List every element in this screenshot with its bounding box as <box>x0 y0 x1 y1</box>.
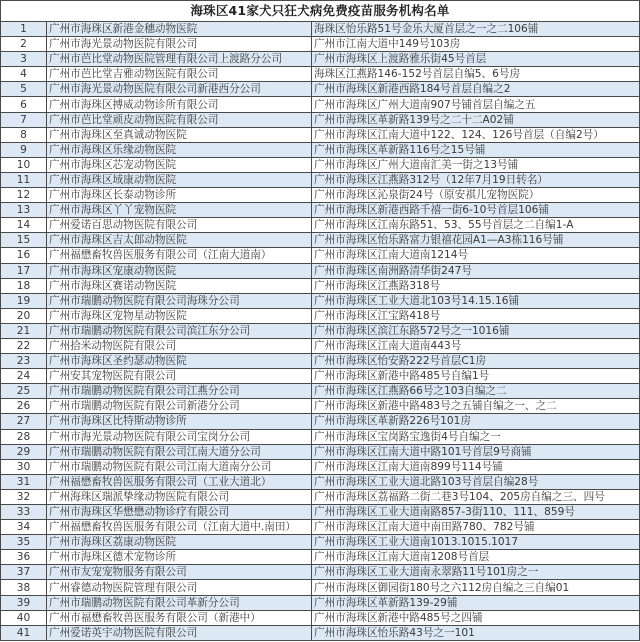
row-number: 20 <box>1 308 47 323</box>
row-number: 5 <box>1 82 47 97</box>
clinic-name: 广州市友宠宠物服务有限公司 <box>47 565 312 580</box>
clinic-name: 广州市海珠区德术宠物诊所 <box>47 550 312 565</box>
clinic-name: 广州市海光景动物医院有限公司新港西分公司 <box>47 82 312 97</box>
clinic-name: 广州市瑞鹏动物医院有限公司江南大道分公司 <box>47 444 312 459</box>
clinic-address: 广州市海珠区广州大道南汇美一街之13号铺 <box>312 157 640 172</box>
clinic-address: 广州市海珠区江南大道中122、124、126号首层（自编2号） <box>312 127 640 142</box>
clinic-address: 广州市海珠区工业大道南1013.1015.1017 <box>312 535 640 550</box>
table-row <box>1 293 639 308</box>
table-row <box>1 354 639 369</box>
clinic-name: 广州市海珠区域康动物医院 <box>47 172 312 187</box>
table-row <box>1 82 639 97</box>
clinic-address: 广州市海珠区江宝路418号 <box>312 308 640 323</box>
table-row <box>1 67 639 82</box>
table-row <box>1 520 639 535</box>
table-row <box>1 142 639 157</box>
clinic-name: 广州海珠区瑞派挚缘动物医院有限公司 <box>47 489 312 504</box>
row-number: 8 <box>1 127 47 142</box>
table-row <box>1 610 639 625</box>
table-row <box>1 52 639 67</box>
clinic-address: 广州市海珠区工业大道北路103号首层自编28号 <box>312 474 640 489</box>
clinic-address: 广州市海珠区江南大道南443号 <box>312 338 640 353</box>
clinic-address: 广州市海珠区新港中路485号之四铺 <box>312 610 640 625</box>
clinic-table <box>1 22 639 641</box>
table-row <box>1 399 639 414</box>
clinic-address: 广州市海珠区新港中路483号之五铺自编之一、之二 <box>312 399 640 414</box>
row-number: 19 <box>1 293 47 308</box>
table-row <box>1 323 639 338</box>
clinic-name: 广州睿德动物医院管理有限公司 <box>47 580 312 595</box>
clinic-address: 广州市海珠区南洲路清华街247号 <box>312 263 640 278</box>
row-number: 31 <box>1 474 47 489</box>
row-number: 17 <box>1 263 47 278</box>
table-row <box>1 233 639 248</box>
table-row <box>1 474 639 489</box>
row-number: 24 <box>1 369 47 384</box>
table-row <box>1 203 639 218</box>
row-number: 36 <box>1 550 47 565</box>
clinic-address: 广州市江南大道中149号103房 <box>312 37 640 52</box>
clinic-address: 广州市海珠区革新路139-29铺 <box>312 595 640 610</box>
clinic-name: 广州市海珠区至真诚动物医院 <box>47 127 312 142</box>
clinic-address: 广州市海珠区荔福路二街二巷3号104、205房自编之三、四号 <box>312 489 640 504</box>
row-number: 39 <box>1 595 47 610</box>
row-number: 26 <box>1 399 47 414</box>
clinic-name: 广州市海光景动物医院有限公司 <box>47 37 312 52</box>
table-row <box>1 414 639 429</box>
row-number: 30 <box>1 459 47 474</box>
row-number: 41 <box>1 625 47 640</box>
row-number: 13 <box>1 203 47 218</box>
row-number: 35 <box>1 535 47 550</box>
row-number: 25 <box>1 384 47 399</box>
clinic-name: 广州市海珠区乐缘动物医院 <box>47 142 312 157</box>
clinic-address: 广州市海珠区江燕路318号 <box>312 278 640 293</box>
clinic-name: 广州市海珠区宠物星动物医院 <box>47 308 312 323</box>
table-row <box>1 308 639 323</box>
clinic-address: 广州市海珠区上渡路雅乐街45号首层 <box>312 52 640 67</box>
row-number: 9 <box>1 142 47 157</box>
clinic-name: 广州拾米动物医院有限公司 <box>47 338 312 353</box>
clinic-name: 广州市海珠区搏威动物诊所有限公司 <box>47 97 312 112</box>
table-row <box>1 429 639 444</box>
clinic-name: 广州爱诺百思动物医院有限公司 <box>47 218 312 233</box>
clinic-address: 广州市海珠区革新路116号之15号铺 <box>312 142 640 157</box>
row-number: 27 <box>1 414 47 429</box>
clinic-name: 广州安其宠物医院有限公司 <box>47 369 312 384</box>
clinic-name: 广州市芭比堂顽皮动物医院有限公司 <box>47 112 312 127</box>
clinic-name: 广州市海珠区长泰动物诊所 <box>47 188 312 203</box>
clinic-name: 广州市瑞鹏动物医院有限公司江南大道南分公司 <box>47 459 312 474</box>
clinic-address: 广州市海珠区革新路226号101房 <box>312 414 640 429</box>
row-number: 23 <box>1 354 47 369</box>
table-row <box>1 278 639 293</box>
clinic-name: 广州爱诺英宇动物医院有限公司 <box>47 625 312 640</box>
clinic-address: 海珠区怡乐路51号金乐大厦首层之一之二106铺 <box>312 22 640 37</box>
row-number: 10 <box>1 157 47 172</box>
row-number: 7 <box>1 112 47 127</box>
table-row <box>1 97 639 112</box>
table-row <box>1 550 639 565</box>
clinic-name: 广州市海珠区丫丫宠物医院 <box>47 203 312 218</box>
row-number: 37 <box>1 565 47 580</box>
table-row <box>1 535 639 550</box>
table-row <box>1 625 639 640</box>
clinic-address: 广州市海珠区沁泉街24号（原安祺儿宠物医院） <box>312 188 640 203</box>
clinic-address: 广州市海珠区广州大道南907号铺首层自编之五 <box>312 97 640 112</box>
row-number: 12 <box>1 188 47 203</box>
clinic-name: 广州市海珠区芯宠动物医院 <box>47 157 312 172</box>
table-row <box>1 565 639 580</box>
clinic-name: 广州市瑞鹏动物医院有限公司江燕分公司 <box>47 384 312 399</box>
row-number: 18 <box>1 278 47 293</box>
clinic-name: 广州市瑞鹏动物医院有限公司革新分公司 <box>47 595 312 610</box>
clinic-name: 广州市海珠区华懋懋动物诊疗有限公司 <box>47 505 312 520</box>
table-row <box>1 248 639 263</box>
row-number: 29 <box>1 444 47 459</box>
table-row <box>1 489 639 504</box>
clinic-name: 广州市海珠区圣约瑟动物医院 <box>47 354 312 369</box>
row-number: 3 <box>1 52 47 67</box>
clinic-address: 广州市海珠区新港西路184号首层自编之2 <box>312 82 640 97</box>
clinic-address: 广州市海珠区江燕路66号之103自编之二 <box>312 384 640 399</box>
row-number: 34 <box>1 520 47 535</box>
table-row <box>1 595 639 610</box>
row-number: 33 <box>1 505 47 520</box>
row-number: 11 <box>1 172 47 187</box>
row-number: 28 <box>1 429 47 444</box>
clinic-address: 广州市海珠区革新路139号之二十二A02铺 <box>312 112 640 127</box>
table-row <box>1 22 639 37</box>
table-row <box>1 580 639 595</box>
row-number: 32 <box>1 489 47 504</box>
clinic-name: 广州市福懋畜牧兽医服务有限公司（新港中） <box>47 610 312 625</box>
clinic-address: 广州市海珠区新港中路485号自编1号 <box>312 369 640 384</box>
row-number: 21 <box>1 323 47 338</box>
row-number: 16 <box>1 248 47 263</box>
clinic-name: 广州市海珠区比特斯动物诊所 <box>47 414 312 429</box>
table-row <box>1 188 639 203</box>
table-row <box>1 384 639 399</box>
clinic-address: 广州市海珠区江南大道南899号114号铺 <box>312 459 640 474</box>
clinic-name: 广州福懋畜牧兽医服务有限公司（江南大道南） <box>47 248 312 263</box>
table-title: 海珠区41家犬只狂犬病免费疫苗服务机构名单 <box>1 0 639 22</box>
table-row <box>1 127 639 142</box>
table-row <box>1 369 639 384</box>
clinic-name: 广州市海珠区吉太郎动物医院 <box>47 233 312 248</box>
clinic-name: 广州市海珠区荔康动物医院 <box>47 535 312 550</box>
table-row <box>1 444 639 459</box>
clinic-name: 广州市海光景动物医院有限公司宝岗分公司 <box>47 429 312 444</box>
table-body <box>1 22 639 640</box>
row-number: 22 <box>1 338 47 353</box>
clinic-name: 广州市瑞鹏动物医院有限公司新港分公司 <box>47 399 312 414</box>
clinic-address: 广州市海珠区江南东路51、53、55号首层之二自编1-A <box>312 218 640 233</box>
table-row <box>1 112 639 127</box>
row-number: 1 <box>1 22 47 37</box>
clinic-name: 广州市瑞鹏动物医院有限公司滨江东分公司 <box>47 323 312 338</box>
clinic-address: 海珠区江燕路146-152号首层自编5、6号房 <box>312 67 640 82</box>
clinic-address: 广州市海珠区江南大道中南田路780、782号铺 <box>312 520 640 535</box>
clinic-address: 广州市海珠区江燕路312号（12年7月19日转名） <box>312 172 640 187</box>
clinic-address: 广州市海珠区怡乐路富力银禧花园A1—A3栋116号铺 <box>312 233 640 248</box>
clinic-address: 广州市海珠区怡安路222号首层C1房 <box>312 354 640 369</box>
row-number: 4 <box>1 67 47 82</box>
table-row <box>1 505 639 520</box>
clinic-address: 广州市海珠区江南大道南1214号 <box>312 248 640 263</box>
clinic-address: 广州市海珠区怡乐路43号之一101 <box>312 625 640 640</box>
row-number: 15 <box>1 233 47 248</box>
clinic-name: 广州市芭比堂动物医院管理有限公司上渡路分公司 <box>47 52 312 67</box>
table-row <box>1 338 639 353</box>
table-row <box>1 263 639 278</box>
row-number: 14 <box>1 218 47 233</box>
clinic-name: 广州市海珠区赛诺动物医院 <box>47 278 312 293</box>
row-number: 6 <box>1 97 47 112</box>
clinic-name: 广州市海珠区宠康动物医院 <box>47 263 312 278</box>
clinic-address: 广州市海珠区工业大道北103号14.15.16铺 <box>312 293 640 308</box>
table-row <box>1 157 639 172</box>
row-number: 2 <box>1 37 47 52</box>
clinic-address: 广州市海珠区江南大道中路101号首层9号商铺 <box>312 444 640 459</box>
clinic-address: 广州市海珠区工业大道南路857-3街110、111、859号 <box>312 505 640 520</box>
clinic-address: 广州市海珠区宝岗路宝逸街4号自编之一 <box>312 429 640 444</box>
table-row <box>1 37 639 52</box>
clinic-name: 广州福懋畜牧兽医服务有限公司（工业大道北） <box>47 474 312 489</box>
clinic-address: 广州市海珠区工业大道南永翠路11号101房之一 <box>312 565 640 580</box>
clinic-address: 广州市海珠区江南大道南1208号首层 <box>312 550 640 565</box>
clinic-address: 广州市海珠区新港西路千禧一街6-10号首层106铺 <box>312 203 640 218</box>
table-row <box>1 459 639 474</box>
clinic-address: 广州市海珠区御园街180号之六112房自编之三自编01 <box>312 580 640 595</box>
clinic-name: 广州市海珠区新港金穗动物医院 <box>47 22 312 37</box>
clinic-name: 广州市瑞鹏动物医院有限公司海珠分公司 <box>47 293 312 308</box>
row-number: 38 <box>1 580 47 595</box>
row-number: 40 <box>1 610 47 625</box>
clinic-name: 广州福懋畜牧兽医服务有限公司（江南大道中.南田） <box>47 520 312 535</box>
clinic-address: 广州市海珠区滨江东路572号之一1016铺 <box>312 323 640 338</box>
table-row <box>1 172 639 187</box>
table-row <box>1 218 639 233</box>
clinic-name: 广州市芭比堂吉雅动物医院有限公司 <box>47 67 312 82</box>
